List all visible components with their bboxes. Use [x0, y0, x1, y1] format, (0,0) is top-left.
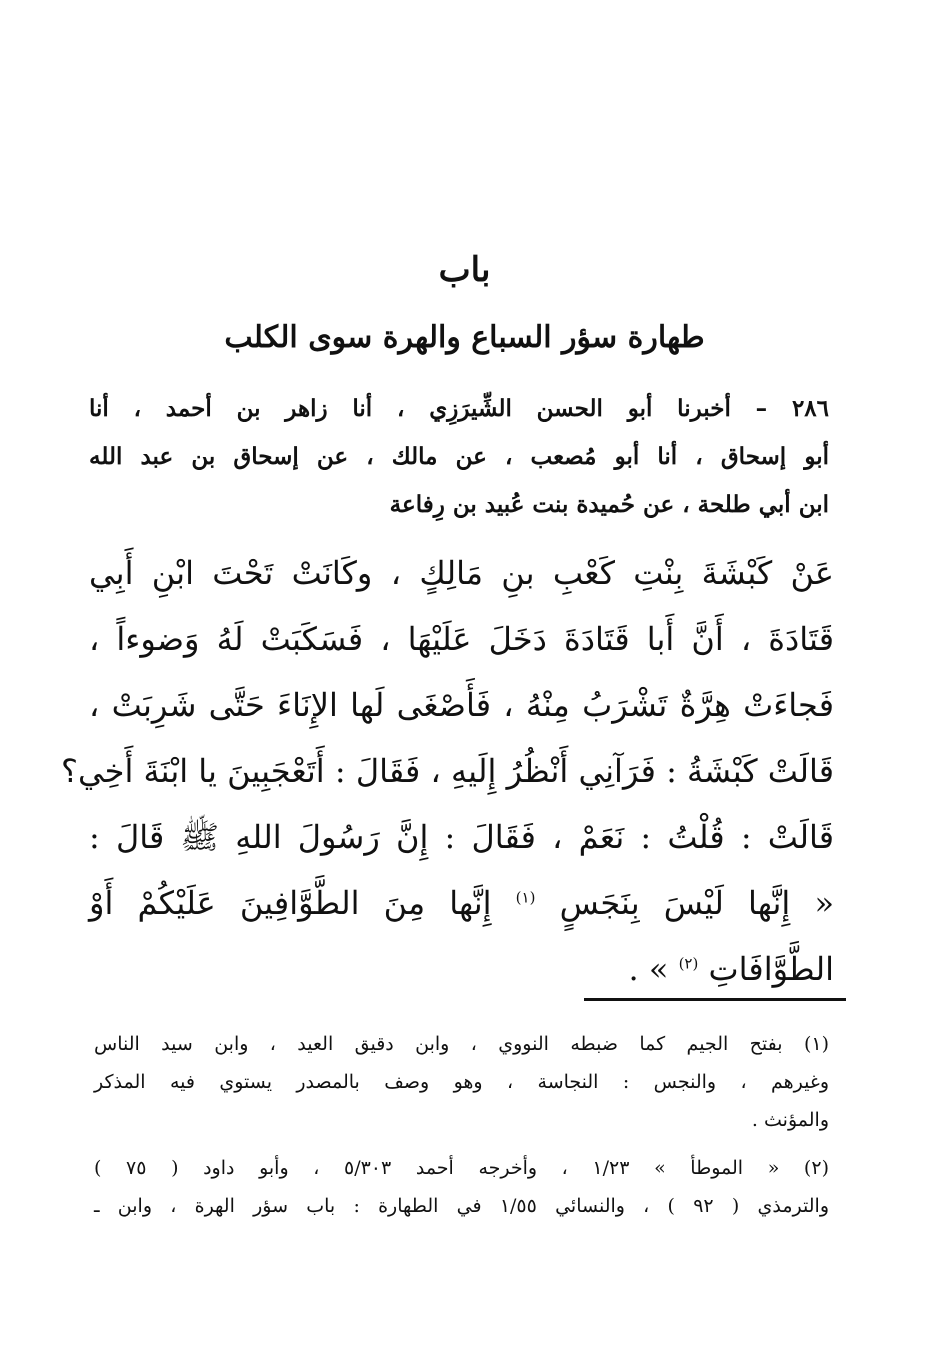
hadith-text — [61, 540, 835, 1002]
hadith-line: فَجاءَتْ هِرَّةٌ تَشْرَبُ مِنْهُ ، فَأَصْغَى لَها الإِنَاءَ حَتَّى شَرِبَتْ ، — [89, 686, 834, 724]
isnad-line: أبو إسحاق ، أنا أبو مُصعب ، عن مالك ، عن إسحاق بن عبد الله — [89, 443, 829, 470]
hadith-fragment: « إِنَّها لَيْسَ بِنَجَسٍ — [559, 884, 835, 922]
hadith-line — [89, 936, 834, 1002]
isnad-paragraph — [89, 385, 829, 529]
footnote-separator — [584, 998, 846, 1001]
footnote-line: والترمذي ( ٩٢ ) ، والنسائي ١/٥٥ في الطهارة : باب سؤر الهرة ، وابن ـ — [94, 1195, 829, 1217]
chapter-heading: باب — [438, 250, 491, 290]
footnote-gap — [94, 1139, 829, 1149]
hadith-fragment: » . — [628, 950, 669, 988]
hadith-line: قَالَتْ كَبْشَةُ : فَرَآنِي أَنْظُرُ إِلَيهِ ، فَقَالَ : أَتَعْجَبِينَ يا ابْنَةَ أَخِي؟ — [61, 752, 834, 790]
hadith-line: عَنْ كَبْشَةَ بِنْتِ كَعْبِ بنِ مَالِكٍ ، وكَانَتْ تَحْتَ ابْنِ أَبِي — [89, 554, 834, 592]
hadith-fragment: الطَّوَّافَاتِ — [708, 950, 834, 988]
hadith-fragment: إِنَّها مِنَ الطَّوَّافِينَ عَلَيْكُمْ أَوْ — [89, 884, 492, 922]
hadith-line: قَتَادَةَ ، أَنَّ أَبا قَتَادَةَ دَخَلَ عَلَيْهَا ، فَسَكَبَتْ لَهُ وَضوءاً ، — [89, 620, 834, 658]
footnote-line: (٢) « الموطأ » ١/٢٣ ، وأخرجه أحمد ٥/٣٠٣ ، وأبو داود ( ٧٥ ) — [94, 1157, 829, 1179]
footnote-line: والمؤنث . — [751, 1109, 829, 1131]
footnote-line: (١) بفتح الجيم كما ضبطه النووي ، وابن دقيق العيد ، وابن سيد الناس — [94, 1033, 829, 1055]
footnote-reference-1: (١) — [515, 888, 536, 907]
footnotes — [94, 1025, 829, 1225]
hadith-line: قَالَتْ : قُلْتُ : نَعَمْ ، فَقَالَ : إِنَّ رَسُولَ اللهِ ﷺ قَالَ : — [89, 818, 834, 856]
hadith-line — [89, 870, 834, 936]
isnad-line: ٢٨٦ – أخبرنا أبو الحسن الشِّيرَزِي ، أنا زاهر بن أحمد ، أنا — [89, 395, 829, 422]
chapter-title: طهارة سؤر السباع والهرة سوى الكلب — [224, 320, 705, 355]
footnote-line: وغيرهم ، والنجس : النجاسة ، وهو وصف بالمصدر يستوي فيه المذكر — [94, 1071, 829, 1093]
footnote-reference-2: (٢) — [678, 954, 699, 973]
isnad-line: ابن أبي طلحة ، عن حُميدة بنت عُبيد بن رِفاعة — [389, 491, 829, 518]
